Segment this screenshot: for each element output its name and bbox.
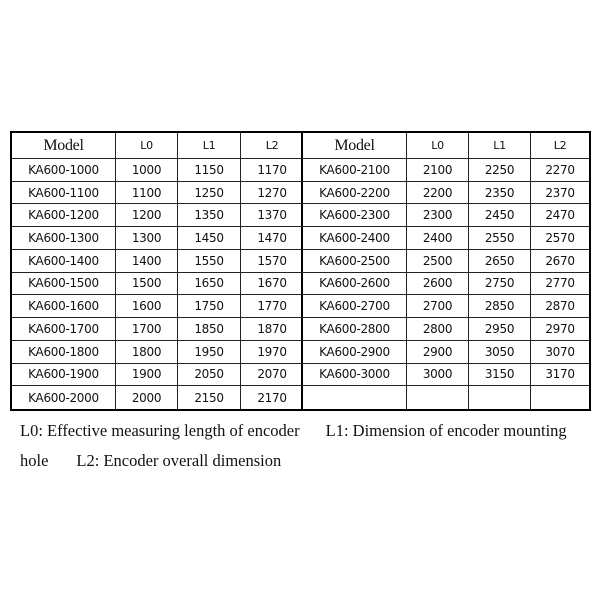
- notes-line-1: [20, 416, 600, 446]
- l1-cell: 2450: [469, 204, 531, 227]
- model-cell: KA600-2900: [303, 341, 407, 364]
- l0-cell: 1800: [116, 341, 178, 364]
- notes-line-2: [20, 446, 600, 476]
- l1-cell: 2350: [469, 182, 531, 205]
- l2-cell: 1270: [241, 182, 303, 205]
- model-cell: KA600-2100: [303, 159, 407, 182]
- legend-notes: [20, 416, 600, 476]
- l2-cell: 2570: [531, 227, 589, 250]
- l1-cell: 1350: [178, 204, 241, 227]
- model-cell: KA600-2200: [303, 182, 407, 205]
- l2-cell: 2970: [531, 318, 589, 341]
- note-l2: L2: Encoder overall dimension: [76, 451, 282, 470]
- l2-cell: 2870: [531, 295, 589, 318]
- header-l2: L2: [531, 133, 589, 159]
- l1-cell: 1250: [178, 182, 241, 205]
- header-model: Model: [303, 133, 407, 159]
- model-cell: KA600-1000: [12, 159, 116, 182]
- model-cell: KA600-1200: [12, 204, 116, 227]
- l1-cell: 1450: [178, 227, 241, 250]
- l0-cell: 2700: [407, 295, 469, 318]
- model-cell: KA600-2000: [12, 386, 116, 409]
- l2-cell: 1770: [241, 295, 303, 318]
- table-left-half: [12, 133, 303, 409]
- l0-cell: 1700: [116, 318, 178, 341]
- l2-cell: 1570: [241, 250, 303, 273]
- l2-cell: 2370: [531, 182, 589, 205]
- l1-cell: 3050: [469, 341, 531, 364]
- l0-cell: 2900: [407, 341, 469, 364]
- l0-cell: 2300: [407, 204, 469, 227]
- l2-cell: [531, 386, 589, 409]
- note-l1-continued: hole: [20, 451, 49, 470]
- note-l1: L1: Dimension of encoder mounting: [325, 421, 567, 440]
- l2-cell: 2470: [531, 204, 589, 227]
- l2-cell: 2270: [531, 159, 589, 182]
- l0-cell: 2400: [407, 227, 469, 250]
- l1-cell: 2650: [469, 250, 531, 273]
- model-cell: KA600-2600: [303, 273, 407, 296]
- l2-cell: 2070: [241, 364, 303, 387]
- l1-cell: 3150: [469, 364, 531, 387]
- l2-cell: 2770: [531, 273, 589, 296]
- l1-cell: 2850: [469, 295, 531, 318]
- l0-cell: 1400: [116, 250, 178, 273]
- l1-cell: 1150: [178, 159, 241, 182]
- l2-cell: 1670: [241, 273, 303, 296]
- l0-cell: 2800: [407, 318, 469, 341]
- model-cell: [303, 386, 407, 409]
- l0-cell: 3000: [407, 364, 469, 387]
- model-cell: KA600-3000: [303, 364, 407, 387]
- model-cell: KA600-1900: [12, 364, 116, 387]
- l1-cell: 1850: [178, 318, 241, 341]
- model-cell: KA600-2800: [303, 318, 407, 341]
- l1-cell: 1650: [178, 273, 241, 296]
- l0-cell: 1600: [116, 295, 178, 318]
- model-cell: KA600-2400: [303, 227, 407, 250]
- l2-cell: 1870: [241, 318, 303, 341]
- l0-cell: 2600: [407, 273, 469, 296]
- note-l0: L0: Effective measuring length of encoder: [20, 421, 300, 440]
- model-cell: KA600-1100: [12, 182, 116, 205]
- model-cell: KA600-1700: [12, 318, 116, 341]
- l0-cell: 1300: [116, 227, 178, 250]
- header-l1: L1: [178, 133, 241, 159]
- l0-cell: 2100: [407, 159, 469, 182]
- header-model: Model: [12, 133, 116, 159]
- l0-cell: 1100: [116, 182, 178, 205]
- l0-cell: 1200: [116, 204, 178, 227]
- l1-cell: 2250: [469, 159, 531, 182]
- l0-cell: 2500: [407, 250, 469, 273]
- model-cell: KA600-1500: [12, 273, 116, 296]
- dimension-table: [10, 131, 591, 411]
- l1-cell: 1750: [178, 295, 241, 318]
- model-cell: KA600-1600: [12, 295, 116, 318]
- l1-cell: 1550: [178, 250, 241, 273]
- l0-cell: 2200: [407, 182, 469, 205]
- l2-cell: 1370: [241, 204, 303, 227]
- model-cell: KA600-2500: [303, 250, 407, 273]
- model-cell: KA600-1400: [12, 250, 116, 273]
- l0-cell: 1000: [116, 159, 178, 182]
- header-l2: L2: [241, 133, 303, 159]
- l0-cell: [407, 386, 469, 409]
- l1-cell: 2150: [178, 386, 241, 409]
- l1-cell: 1950: [178, 341, 241, 364]
- l2-cell: 1970: [241, 341, 303, 364]
- model-cell: KA600-1300: [12, 227, 116, 250]
- l2-cell: 3070: [531, 341, 589, 364]
- l1-cell: 2050: [178, 364, 241, 387]
- l1-cell: 2750: [469, 273, 531, 296]
- l2-cell: 3170: [531, 364, 589, 387]
- header-l1: L1: [469, 133, 531, 159]
- model-cell: KA600-2700: [303, 295, 407, 318]
- table-right-half: [303, 133, 589, 409]
- l2-cell: 1470: [241, 227, 303, 250]
- l2-cell: 2170: [257, 390, 287, 405]
- model-cell: KA600-2300: [303, 204, 407, 227]
- header-l0: L0: [407, 133, 469, 159]
- l1-cell: 2950: [469, 318, 531, 341]
- l0-cell: 1900: [116, 364, 178, 387]
- l2-cell: 1170: [241, 159, 303, 182]
- l0-cell: 2000: [116, 386, 178, 409]
- model-cell: KA600-1800: [12, 341, 116, 364]
- l1-cell: [469, 386, 531, 409]
- l2-cell: 2670: [531, 250, 589, 273]
- l0-cell: 1500: [116, 273, 178, 296]
- l1-cell: 2550: [469, 227, 531, 250]
- header-l0: L0: [116, 133, 178, 159]
